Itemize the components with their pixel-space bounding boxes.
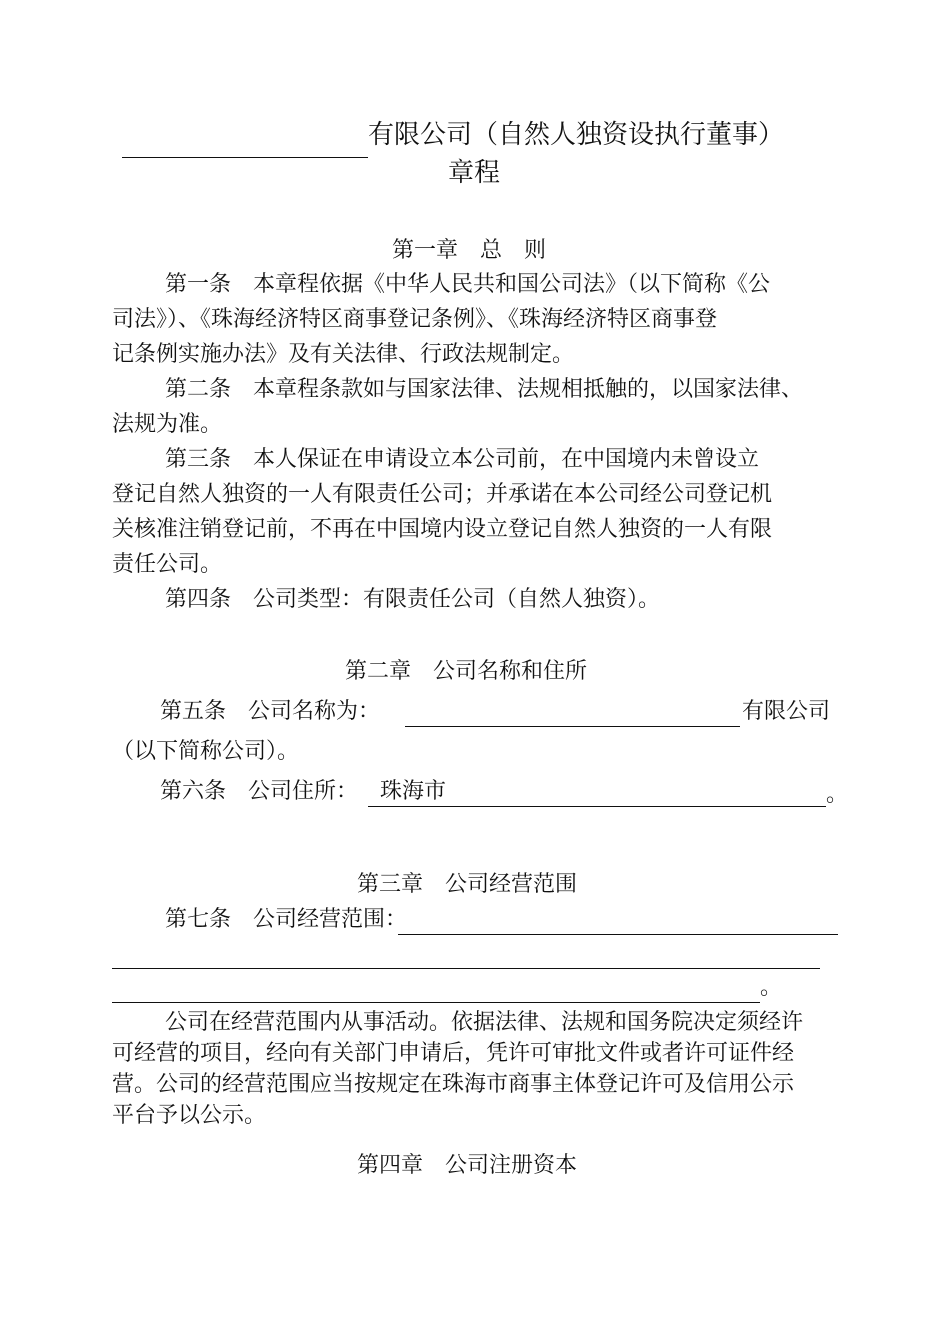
article-1-line-1: 第一条 本章程依据《中华人民共和国公司法》（以下简称《公 [165, 272, 771, 297]
scope-para-line-3: 营。公司的经营范围应当按规定在珠海市商事主体登记许可及信用公示 [112, 1072, 795, 1097]
company-name-blank [122, 157, 368, 158]
article-7-label: 第七条 公司经营范围： [165, 907, 408, 932]
article-4: 第四条 公司类型：有限责任公司（自然人独资）。 [165, 587, 661, 612]
article-3-line-1: 第三条 本人保证在申请设立本公司前，在中国境内未曾设立 [165, 447, 760, 472]
company-address-field[interactable] [368, 806, 826, 807]
article-6-end: 。 [826, 782, 849, 807]
article-3-line-4: 责任公司。 [112, 552, 223, 577]
chapter-2-heading: 第二章 公司名称和住所 [345, 659, 588, 684]
title-line-2: 章程 [448, 158, 501, 188]
business-scope-field-2[interactable] [112, 968, 820, 969]
chapter-3-heading: 第三章 公司经营范围 [357, 872, 578, 897]
article-2-line-1: 第二条 本章程条款如与国家法律、法规相抵触的，以国家法律、 [165, 377, 804, 402]
article-5-line-2: （以下简称公司）。 [112, 739, 300, 764]
article-7-end: 。 [760, 975, 783, 1000]
chapter-4-heading: 第四章 公司注册资本 [357, 1153, 578, 1178]
article-5-label: 第五条 公司名称为： [160, 699, 381, 724]
article-1-line-2: 司法》）、《珠海经济特区商事登记条例》、《珠海经济特区商事登 [112, 307, 718, 332]
business-scope-field-3[interactable] [112, 1002, 760, 1003]
article-6-label: 第六条 公司住所： [160, 779, 359, 804]
article-6-value: 珠海市 [380, 779, 447, 804]
scope-para-line-2: 可经营的项目，经向有关部门申请后，凭许可审批文件或者许可证件经 [112, 1041, 795, 1066]
business-scope-field-1[interactable] [398, 934, 838, 935]
scope-para-line-4: 平台予以公示。 [112, 1103, 267, 1128]
article-3-line-2: 登记自然人独资的一人有限责任公司；并承诺在本公司经公司登记机 [112, 482, 773, 507]
company-name-field[interactable] [405, 726, 740, 727]
article-1-line-3: 记条例实施办法》及有关法律、行政法规制定。 [112, 342, 575, 367]
article-5-suffix: 有限公司 [742, 699, 831, 724]
chapter-1-heading: 第一章 总 则 [392, 238, 547, 263]
title-line-1: 有限公司（自然人独资设执行董事） [368, 120, 785, 150]
article-3-line-3: 关核准注销登记前，不再在中国境内设立登记自然人独资的一人有限 [112, 517, 773, 542]
scope-para-line-1: 公司在经营范围内从事活动。依据法律、法规和国务院决定须经许 [165, 1010, 804, 1035]
article-2-line-2: 法规为准。 [112, 412, 223, 437]
